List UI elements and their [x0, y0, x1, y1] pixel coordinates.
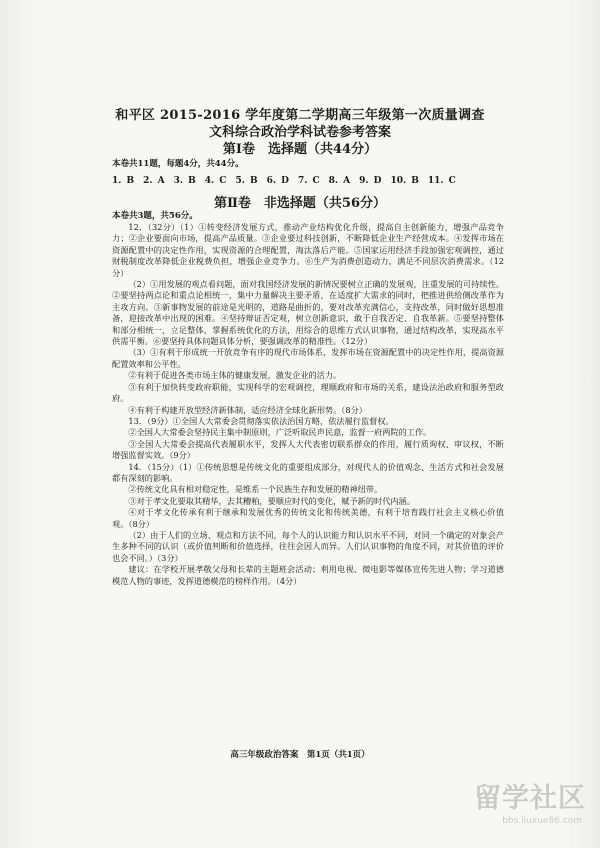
answer-paragraph: ③对于孝文化要取其精华，去其糟粕，要顺应时代的变化，赋予新的时代内涵。: [128, 495, 415, 506]
answer-paragraph: 建议：在学校开展孝敬父母和长辈的主题班会活动；利用电视、微电影等媒体宣传先进人物；学习道德模范人物的事迹，发挥道德模范的榜样作用。（4分）: [112, 564, 504, 586]
answer-paragraph: ④对于孝文化传承有利于继承和发展优秀的传统文化和传统美德，有利于培育践行社会主义核心价值观。（8分）: [112, 507, 504, 529]
document-title: 和平区 2015-2016 学年度第二学期高三年级第一次质量调查: [115, 108, 485, 123]
page-footer: 高三年级政治答案 第1页（共1页）: [230, 750, 370, 760]
answer-paragraph: ③全国人大常委会提高代表履职水平，发挥人大代表密切联系群众的作用，履行质询权、审议权，不断增强监督实效。（9分）: [112, 438, 504, 461]
watermark: [436, 782, 586, 836]
answer-paragraph: （2）①用发展的观点看问题，面对我国经济发展的新情况要树立正确的发展观，注重发展的可持续性。②要坚持两点论和重点论相统一，集中力量解决主要矛盾，在适度扩大需求的同时，把推进供给侧改革作为主攻方向。③新事物发展的前途是光明的，道路是曲折的，要对改革充满信心，支持改革，同时做好思想准备，迎接改革中出现的困难。④坚持辩证否定观，树立创新意识，敢于自我否定、自我革新。⑤要坚持整体和部分相统一，立足整体，掌握系统优化的方法，用综合的思维方式认识事物，通过结构改革，实现高水平供需平衡。⑥要坚持具体问题具体分析，要强调改革的精准性。（12分）: [112, 279, 504, 347]
part1-heading: 第Ⅰ卷 选择题（共44分）: [222, 142, 378, 157]
answer-paragraph: （2）由于人们的立场、观点和方法不同，每个人的认识能力和认识水平不同，对同一个确定的对象会产生多种不同的认识（或价值判断和价值选择，往往会因人而异。人们认识事物的角度不同，对其价值的评价也会不同。）（3分）: [112, 529, 504, 563]
part1-note: 本卷共11题，每题4分，共44分。: [112, 159, 244, 169]
answer-paragraph: 14．（15分）（1）①传统思想是传统文化的重要组成部分，对现代人的价值观念、生活方式和社会发展都有深刻的影响。: [112, 461, 504, 483]
watermark-url: bbs.liuxue86.com: [502, 816, 582, 826]
answer-paragraph: ②传统文化具有相对稳定性，是维系一个民族生存和发展的精神纽带。: [128, 484, 383, 495]
watermark-logo: 留学社区: [474, 783, 586, 814]
answer-paragraph: ④有利于构建开放型经济新体制，适应经济全球化新形势。（8分）: [128, 404, 367, 415]
answer-paragraph: 13．（9分）①全国人大常委会贯彻落实依法治国方略，依法履行监督权。: [128, 415, 394, 426]
answer-body: [112, 222, 504, 587]
answer-paragraph: 12．（32分）（1）①转变经济发展方式，推动产业结构优化升级，提高自主创新能力，增强产品竞争力；②企业要面向市场，提高产品质量。③企业要过科技创新，不断降低企业生产经营成本。④发挥市场在资源配置中的决定性作用，实现资源的合理配置，淘汰落后产能。⑤国家运用经济手段加强宏观调控，通过财税制度改革降低企业税费负担，增强企业竞争力。⑥生产为消费创造动力，满足不同层次消费需求。（12分）: [112, 222, 504, 278]
answer-paragraph: ③有利于加快转变政府职能，实现科学的宏观调控，理顺政府和市场的关系，建设法治政府和服务型政府。: [112, 381, 504, 404]
answer-paragraph: ②有利于促进各类市场主体的健康发展，激发企业的活力。: [128, 370, 342, 381]
document-subtitle: 文科综合政治学科试卷参考答案: [208, 125, 391, 140]
answer-paragraph: （3）①有利于形成统一开放竞争有序的现代市场体系，发挥市场在资源配置中的决定性作用，提高资源配置效率和公平性。: [112, 347, 504, 369]
part2-note: 本卷共3题，共56分。: [112, 211, 198, 221]
multiple-choice-answers: 1. B 2. A 3. B 4. C 5. B 6. D 7. C 8. A 9. D 10. B 11. C: [112, 176, 456, 186]
part2-heading: 第Ⅱ卷 非选择题（共56分）: [213, 196, 387, 211]
answer-paragraph: ②全国人大常委会坚持民主集中制原则，广泛听取民声民意，监督一府两院的工作。: [128, 427, 432, 438]
